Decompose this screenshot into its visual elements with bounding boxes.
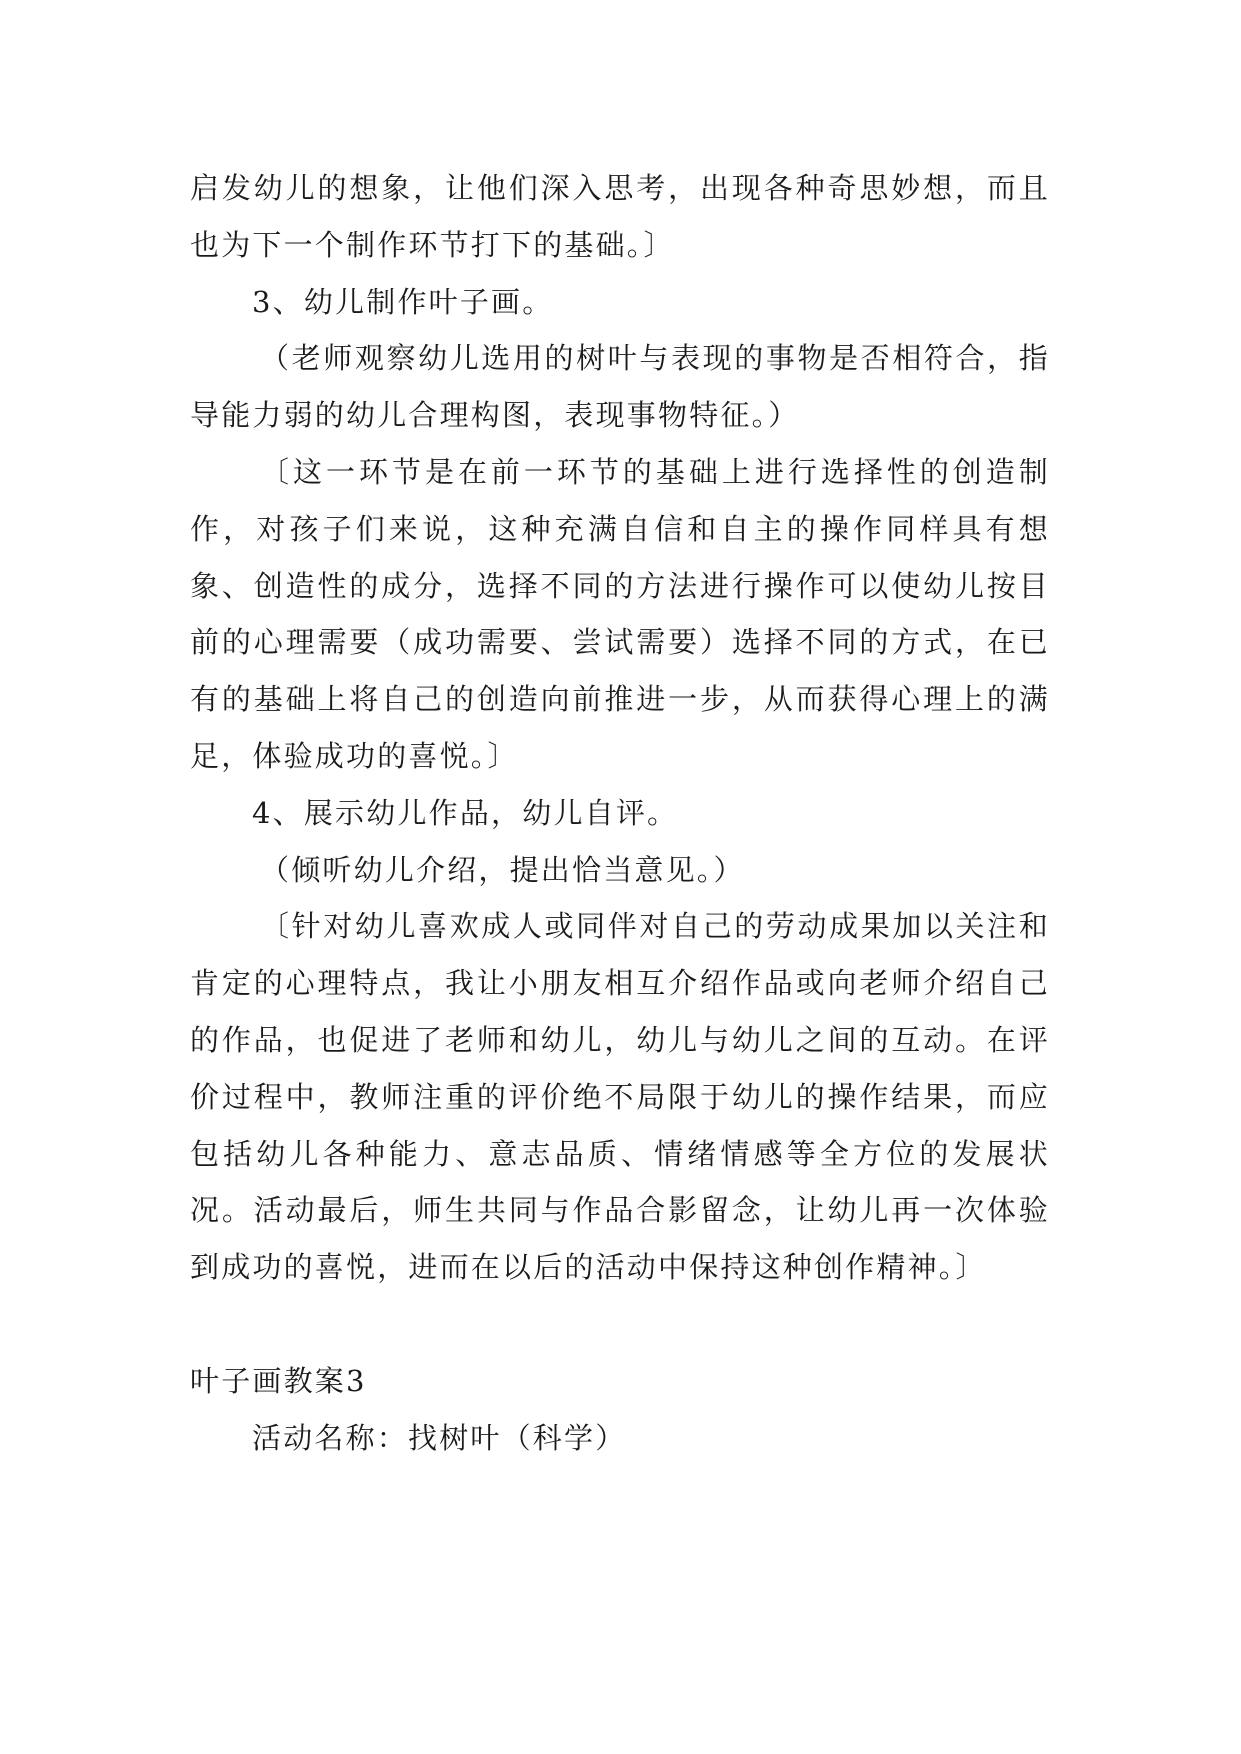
rationale-step-3: 〔这一环节是在前一环节的基础上进行选择性的创造制作，对孩子们来说，这种充满自信和自主的操作同样具有想象、创造性的成分，选择不同的方法进行操作可以使幼儿按目前的心理需要（成功需要、尝试需要）选择不同的方式，在已有的基础上将自己的创造向前推进一步，从而获得心理上的满足，体验成功的喜悦。〕 bbox=[190, 454, 1050, 773]
section-gap bbox=[190, 1296, 1050, 1353]
document-body bbox=[190, 160, 1050, 1467]
teacher-note-step-4: （倾听幼儿介绍，提出恰当意见。） bbox=[260, 852, 745, 887]
step-4-heading: 4、展示幼儿作品，幼儿自评。 bbox=[252, 795, 679, 830]
step-3-heading: 3、幼儿制作叶子画。 bbox=[252, 284, 554, 319]
activity-name: 活动名称：找树叶（科学） bbox=[252, 1420, 627, 1455]
teacher-note-step-3: （老师观察幼儿选用的树叶与表现的事物是否相符合，指导能力弱的幼儿合理构图，表现事物特征。） bbox=[190, 341, 1050, 433]
paragraph-continuation: 启发幼儿的想象，让他们深入思考，出现各种奇思妙想，而且也为下一个制作环节打下的基础。〕 bbox=[190, 171, 1050, 262]
rationale-step-4: 〔针对幼儿喜欢成人或同伴对自己的劳动成果加以关注和肯定的心理特点，我让小朋友相互介绍作品或向老师介绍自己的作品，也促进了老师和幼儿，幼儿与幼儿之间的互动。在评价过程中，教师注重的评价绝不局限于幼儿的操作结果，而应包括幼儿各种能力、意志品质、情绪情感等全方位的发展状况。活动最后，师生共同与作品合影留念，让幼儿再一次体验到成功的喜悦，进而在以后的活动中保持这种创作精神。〕 bbox=[190, 909, 1050, 1285]
section-title: 叶子画教案3 bbox=[190, 1363, 367, 1398]
